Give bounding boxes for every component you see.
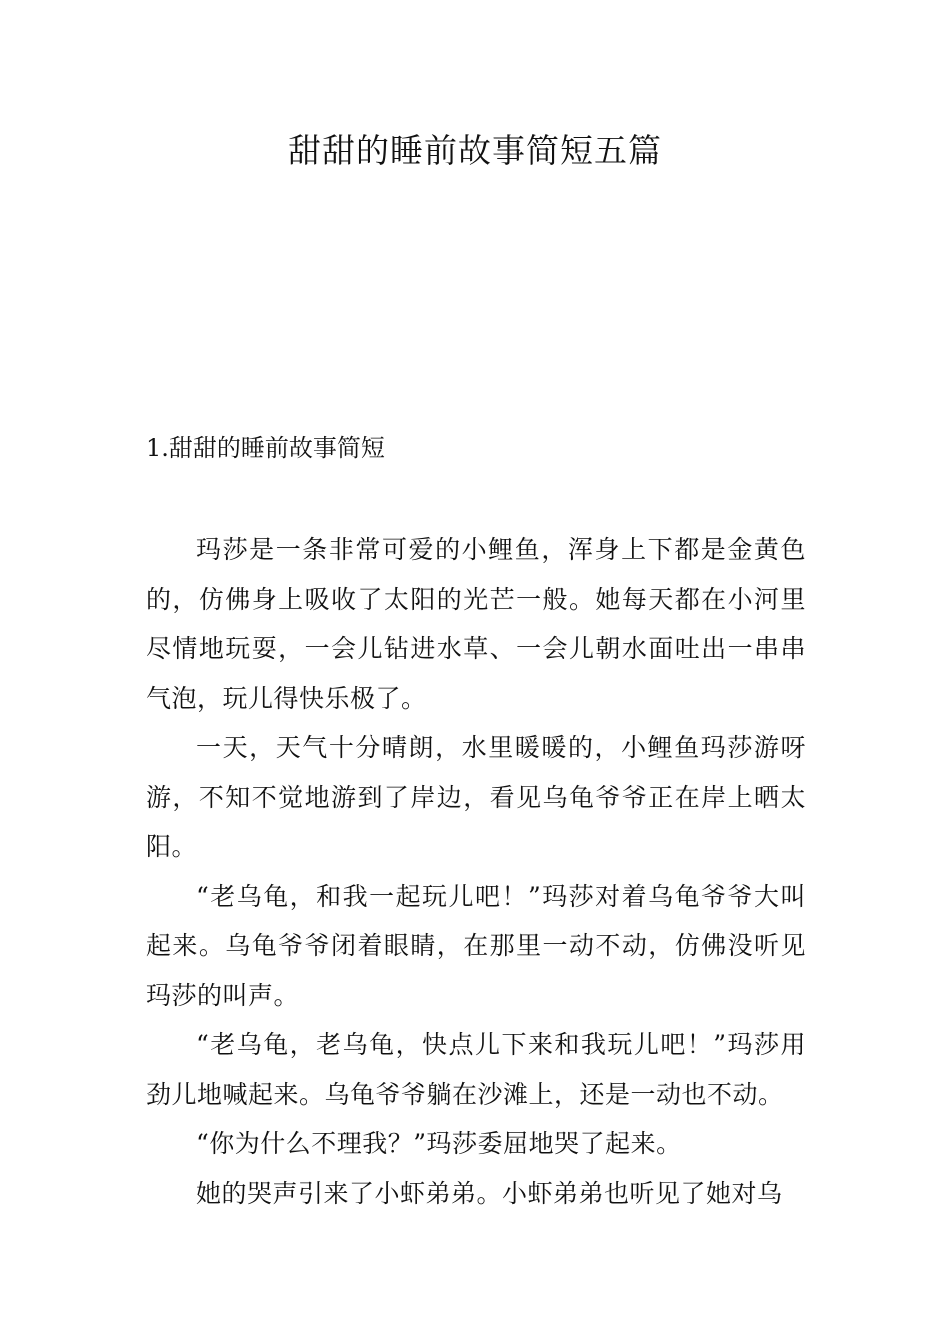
paragraph: 她的哭声引来了小虾弟弟。小虾弟弟也听见了她对乌 — [196, 1178, 783, 1208]
document-title: 甜甜的睡前故事简短五篇 — [288, 131, 662, 170]
section-heading: 1.甜甜的睡前故事简短 — [146, 434, 385, 462]
paragraph: “老乌龟，老乌龟，快点儿下来和我玩儿吧！”玛莎用劲儿地喊起来。乌龟爷爷躺在沙滩上，还是一动也不动。 — [146, 1030, 806, 1109]
paragraph: 一天，天气十分晴朗，水里暖暖的，小鲤鱼玛莎游呀游，不知不觉地游到了岸边，看见乌龟爷爷正在岸上晒太阳。 — [146, 733, 806, 861]
paragraph: “老乌龟，和我一起玩儿吧！”玛莎对着乌龟爷爷大叫起来。乌龟爷爷闭着眼睛，在那里一动不动，仿佛没听见玛莎的叫声。 — [146, 881, 806, 1010]
paragraph: 玛莎是一条非常可爱的小鲤鱼，浑身上下都是金黄色的，仿佛身上吸收了太阳的光芒一般。她每天都在小河里尽情地玩耍，一会儿钻进水草、一会儿朝水面吐出一串串气泡，玩儿得快乐极了。 — [146, 535, 806, 713]
paragraph: “你为什么不理我？”玛莎委屈地哭了起来。 — [196, 1129, 682, 1158]
story-body — [146, 525, 806, 1218]
